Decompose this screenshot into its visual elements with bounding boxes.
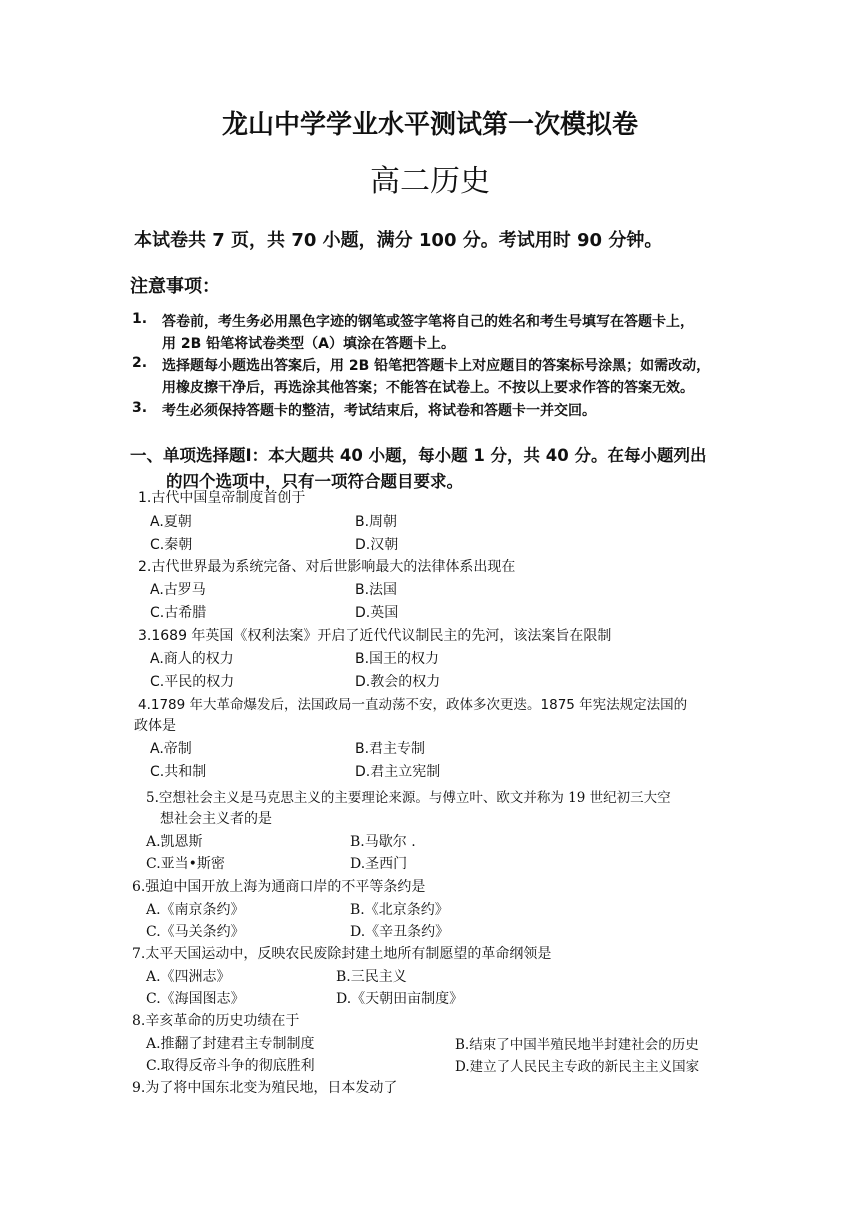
option-d: D.《辛丑条约》 xyxy=(350,924,450,940)
subject-title: 高二历史 xyxy=(370,164,490,199)
exam-info: 本试卷共 7 页，共 70 小题，满分 100 分。考试用时 90 分钟。 xyxy=(134,230,663,251)
option-b: B.三民主义 xyxy=(336,969,407,985)
question-stem: 2.古代世界最为系统完备、对后世影响最大的法律体系出现在 xyxy=(138,559,516,575)
question-stem: 3.1689 年英国《权利法案》开启了近代代议制民主的先河，该法案旨在限制 xyxy=(138,628,612,644)
option-d: D.《天朝田亩制度》 xyxy=(336,991,464,1007)
option-d: D.教会的权力 xyxy=(355,674,441,690)
option-b: B.《北京条约》 xyxy=(350,902,449,918)
option-a: A.帝制 xyxy=(150,741,192,757)
question-stem: 5.空想社会主义是马克思主义的主要理论来源。与傅立叶、欧文并称为 19 世纪初三大空 xyxy=(146,790,671,806)
question-stem: 7.太平天国运动中，反映农民废除封建土地所有制愿望的革命纲领是 xyxy=(132,946,552,962)
option-c: C.秦朝 xyxy=(150,537,193,553)
option-a: A.推翻了封建君主专制制度 xyxy=(146,1036,315,1052)
option-c: C.《海国图志》 xyxy=(146,991,245,1007)
question-stem: 4.1789 年大革命爆发后，法国政局一直动荡不安，政体多次更迭。1875 年宪法规定法国的 xyxy=(138,697,688,713)
option-b: B.周朝 xyxy=(355,514,398,530)
option-c: C.平民的权力 xyxy=(150,674,235,690)
notice-heading: 注意事项： xyxy=(130,276,220,297)
option-c: C.取得反帝斗争的彻底胜利 xyxy=(146,1058,315,1074)
option-b: B.国王的权力 xyxy=(355,651,440,667)
note-line: 答卷前，考生务必用黑色字迹的钢笔或签字笔将自己的姓名和考生号填写在答题卡上， xyxy=(162,314,694,330)
option-d: D.汉朝 xyxy=(355,537,399,553)
section-line: 一、单项选择题Ⅰ：本大题共 40 小题，每小题 1 分，共 40 分。在每小题列出 xyxy=(130,446,707,465)
question-stem: 1.古代中国皇帝制度首创于 xyxy=(138,490,306,506)
option-b: B.法国 xyxy=(355,582,398,598)
question-stem: 8.辛亥革命的历史功绩在于 xyxy=(132,1013,300,1029)
option-c: C.共和制 xyxy=(150,764,207,780)
question-stem: 6.强迫中国开放上海为通商口岸的不平等条约是 xyxy=(132,879,426,895)
option-c: C.《马关条约》 xyxy=(146,924,245,940)
note-line: 用橡皮擦干净后，再选涂其他答案；不能答在试卷上。不按以上要求作答的答案无效。 xyxy=(162,380,694,396)
option-a: A.《南京条约》 xyxy=(146,902,245,918)
option-a: A.《四洲志》 xyxy=(146,969,231,985)
option-b: B.马歇尔 . xyxy=(350,834,416,850)
note-number: 1. xyxy=(132,311,148,327)
question-stem-cont: 政体是 xyxy=(134,718,176,734)
option-d: D.圣西门 xyxy=(350,856,408,872)
option-d: D.君主立宪制 xyxy=(355,764,441,780)
option-c: C.亚当•斯密 xyxy=(146,856,225,872)
note-number: 3. xyxy=(132,400,148,416)
option-b: B.君主专制 xyxy=(355,741,426,757)
option-a: A.古罗马 xyxy=(150,582,206,598)
option-d: D.建立了人民民主专政的新民主主义国家 xyxy=(455,1059,700,1075)
section-heading xyxy=(130,442,707,492)
note-number: 2. xyxy=(132,355,148,371)
exam-title: 龙山中学学业水平测试第一次模拟卷 xyxy=(221,110,638,140)
option-c: C.古希腊 xyxy=(150,605,207,621)
question-stem-cont: 想社会主义者的是 xyxy=(160,811,272,827)
option-a: A.商人的权力 xyxy=(150,651,234,667)
note-line: 用 2B 铅笔将试卷类型（A）填涂在答题卡上。 xyxy=(162,336,455,352)
option-a: A.夏朝 xyxy=(150,514,192,530)
note-line: 考生必须保持答题卡的整洁，考试结束后，将试卷和答题卡一并交回。 xyxy=(162,403,596,419)
question-stem: 9.为了将中国东北变为殖民地，日本发动了 xyxy=(132,1080,398,1096)
option-b: B.结束了中国半殖民地半封建社会的历史 xyxy=(455,1037,699,1053)
option-d: D.英国 xyxy=(355,605,399,621)
section-line: 的四个选项中，只有一项符合题目要求。 xyxy=(166,472,463,491)
option-a: A.凯恩斯 xyxy=(146,834,203,850)
note-line: 选择题每小题选出答案后，用 2B 铅笔把答题卡上对应题目的答案标号涂黑；如需改动， xyxy=(162,358,711,374)
